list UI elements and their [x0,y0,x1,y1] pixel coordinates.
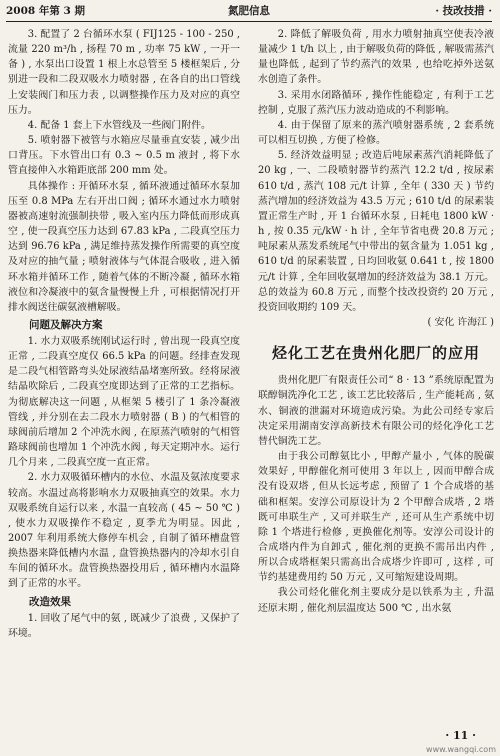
paragraph: 贵州化肥厂有限责任公司“ 8 · 13 ”系统原配置为联醇铜洗净化工艺 , 该工艺比较落后 , 生产能耗高 , 氨水、铜液的泄漏对环境造成污染。为此公司经专家后决定采用湖南安淳高新技术有限公司的烃化净化工艺替代铜洗工艺。 [258,375,494,447]
paragraph: 5. 经济效益明显 ; 改造后吨尿素蒸汽消耗降低了 20 kg , 一、二段喷射器节约蒸汽 12.2 t/d , 按尿素 610 t/d , 蒸汽 108 元/t 计算 , 全年 ( 330 天 ) 节约蒸汽增加的经济效益为 43.5 万元 ; 610 t/d 的尿素装置正常生产时 , 开 1 台循环水泵 , 日耗电 1800 kW · h , 按 0.35 元/kW · h 计 , 全年节省电费 20.8 万元 ; 吨尿素从蒸发系统尾气中带出的氨含量为 1.051 kg , 610 t/d 的尿素装置 , 日均回收氨 0.641 t , 按 1800 元/t 计算 , 全年回收氨增加的经济效益为 38.1 万元。总的效益为 60.8 万元 , 而整个技改投资约 20 万元 , 投资回收期约 109 天。 [258,150,494,313]
section-label: · 技改技措 · [435,5,492,17]
paragraph: 1. 回收了尾气中的氨 , 既减少了浪费 , 又保护了环境。 [8,612,240,639]
section-heading: 问题及解决方案 [29,318,103,331]
watermark: www.wangqi.com [426,745,496,754]
paragraph: 4. 由于保留了原来的蒸汽喷射器系统 , 2 套系统可以相互切换 , 方便了检修。 [258,119,494,147]
paragraph: 2. 降低了解吸负荷 , 用水力喷射抽真空使表冷液量减少 1 t/h 以上 , 由于解吸负荷的降低 , 解吸需蒸汽量也降低 , 起到了节约蒸汽的效果 , 也给吃掉外送氨水创造了条件。 [258,29,494,86]
journal-name: 氮肥信息 [228,5,270,17]
page-header [6,2,492,20]
paragraph: 3. 配置了 2 台循环水泵 ( FIJ125 - 100 - 250 , 流量 220 m³/h , 扬程 70 m , 功率 75 kW , 一开一备 ) , 水泵出口设置 1 根上水总管至 5 楼框架后 , 分别进一段和二段双吸水力喷射器 , 在各自的出口管线上安装阀门和压力表 , 以调整操作压力及对应的真空压力。 [8,29,240,116]
paragraph: 3. 采用水闭路循环 , 操作性能稳定 , 有利于工艺控制 , 克服了蒸汽压力波动造成的不利影响。 [258,89,494,116]
paragraph: 5. 喷射器下被管与水箱应尽量垂直安装 , 减少出口背压。下水管出口有 0.3 ~ 0.5 m 液封 , 将下水管直接伸入水箱距底部 200 mm 处。 [8,135,240,177]
issue-label: 2008 年第 3 期 [6,5,85,17]
page-number: · 11 · [445,729,476,742]
paragraph: 具体操作 : 开循环水泵 , 循环液通过循环水泵加压至 0.8 MPa 左右开出口阀 ; 循环水通过水力喷射器被高速射流强制抉带 , 吸入室内压力降低而形成真空 , 使一段真空压力达到 67.83 kPa , 二段真空压力达到 96.76 kPa , 满足维持蒸发操作所需要的真空度及对应的抽气量 ; 喷射液体与气体混合吸收 , 进入循环水箱并循环工作 , 随着气体的不断冷凝 , 循环水箱液位和冷凝液中的氨含量慢慢上升 , 可根据情况打开排水阀送往碳氨液槽解吸。 [8,180,240,313]
author-credit: ( 安化 许海江 ) [427,316,494,328]
paragraph: 2. 水力双吸循环槽内的水位、水温及氨浓度要求较高。水温过高将影响水力双吸抽真空的效果。水力双吸系统自运行以来 , 水温一直较高 ( 45 ~ 50 ℃ ) , 使水力双吸操作不稳定 , 夏季尤为明显。因此 , 2007 年利用系统大修停车机会 , 自制了循环槽盘管换热器来降低槽内水温 , 盘管换热器内的冷却水引自车间的循环水。盘管换热器投用后 , 循环槽内水温降到了正常的水平。 [8,472,240,590]
article-title: 烃化工艺在贵州化肥厂的应用 [271,344,480,363]
paragraph: 1. 水力双吸系统刚试运行时 , 曾出现一段真空度正常 , 二段真空度仅 66.5 kPa 的问题。经排查发现是二段气相管路弯头处尿液结晶堵塞所致。经将尿液结晶吹除后 , 二段真空度即达到了正常的工艺指标。为彻底解决这一问题 , 从框架 5 楼引了 1 条冷凝液管线 , 并分别在去二段水力喷射器 ( B ) 的气相管的球阀前后增加 2 个冲洗水阀 , 在原蒸汽喷射的气相管路球阀前也增加 1 个冲洗水阀 , 每天定期冲水。运行几个月来 , 二段真空度一直正常。 [8,335,240,469]
section-heading: 改造效果 [29,595,71,608]
right-column [258,27,494,616]
header-rule [6,21,492,22]
left-column [8,27,240,641]
paragraph: 我公司烃化催化剂主要成分是以铁系为主 , 升温还原末期 , 催化剂层温度达 500 ℃ , 出水氨 [258,587,494,614]
paragraph: 由于我公司醇氨比小 , 甲醇产量小 , 气体的脱碳效果好 , 甲醇催化剂可使用 3 年以上 , 因而甲醇合成没有设双塔 , 但从长远考虑 , 预留了 1 个合成塔的基础和框架。安淳公司原设计为 2 个甲醇合成塔 , 2 塔既可串联生产 , 又可并联生产 , 还可从生产系统中切除 1 个塔进行检修 , 更换催化剂等。安淳公司设计的合成塔内件为自卸式 , 催化剂的更换不需吊出内件 , 所以合成塔框架只需高出合成塔少许即可 , 这样 , 可节约基建费用约 50 万元 , 又可缩短建设周期。 [258,451,494,584]
paragraph: 4. 配备 1 套上下水管线及一些阀门附件。 [27,119,211,131]
